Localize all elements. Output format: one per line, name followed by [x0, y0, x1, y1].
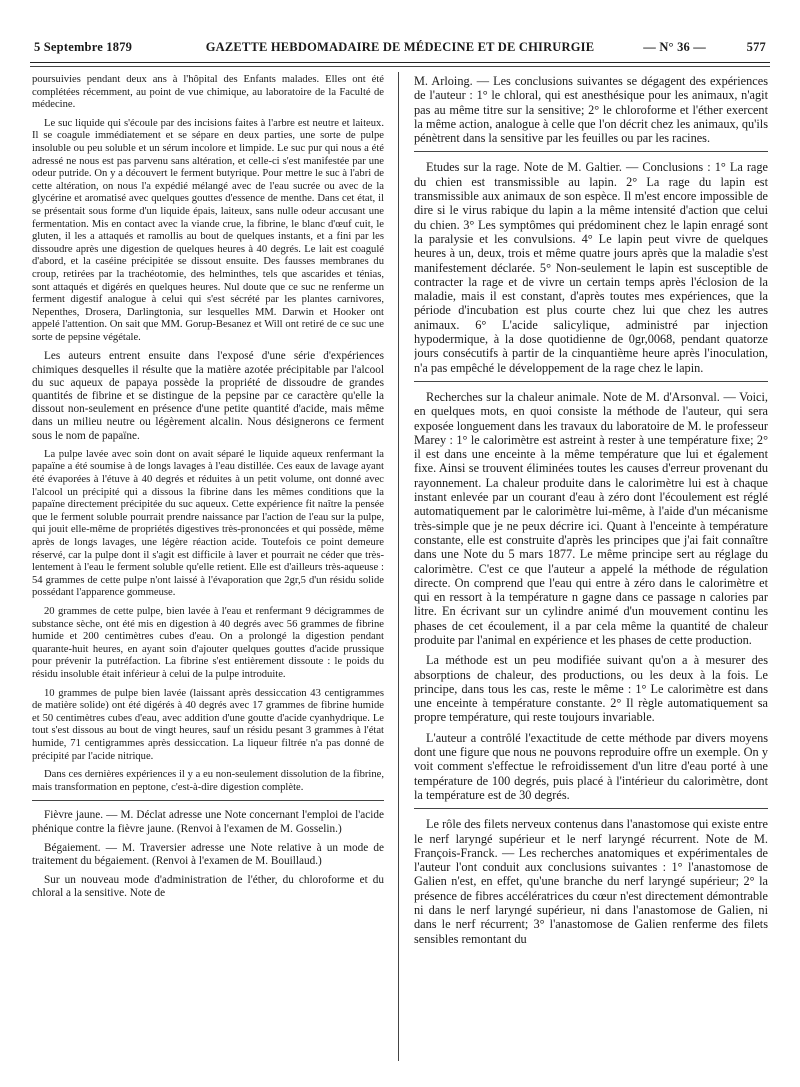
page-header [34, 38, 766, 60]
paragraph: Recherches sur la chaleur animale. Note de M. d'Arsonval. — Voici, en quelques mots, en quoi consiste la méthode de l'auteur, qui sera exposée longuement dans les travaux du laboratoire de M. le professeur Marey : 1° le calorimètre est astreint à rester à une température fixe; 2° il est dans une enceinte à la même température que lui et également fixe. Ainsi se trouvent éliminées toutes les causes d'erreur provenant du rayonnement. La chaleur produite dans le calorimètre lui est à chaque instant enlevée par un courant d'eau à zéro dont l'écoulement est réglé automatiquement par le calorimètre lui-même, à l'aide d'un mécanisme très-simple que je ne peux décrire ici. Quant à l'enceinte à température constante, elle est construite d'après les principes que j'ai fait connaître dans une Note du 5 mars 1877. Le même principe sert au réglage du calorimètre. C'est ce que l'auteur a appelé la méthode de régulation directe. On comprend que l'eau qui entre à zéro dans le calorimètre et qui en ressort à la température n gagne dans ce passage n calories par litre. En écrivant sur un cylindre animé d'un mouvement continu les phases de cet écoulement, il a par cela même la quantité de chaleur produite par l'animal en expérience et les phases de cette production. [414, 389, 768, 647]
paragraph: La pulpe lavée avec soin dont on avait séparé le liquide aqueux renfermant la papaïne a été soumise à de longs lavages à l'eau distillée. Ces eaux de lavage ayant été évaporées à l'étuve à 40 degrés et réduites à un petit volume, ont donné avec l'alcool un précipité qui a dissous la fibrine dans les mêmes conditions que la papaïne directement précipitée du suc aqueux. Cette expérience fit naître la pensée que le ferment soluble pourrait prendre naissance par l'action de l'eau sur la pulpe, qui jouit elle-même de propriétés digestives très-prononcées et qui possède, même après de longs lavages, une légère réaction acide. Toutefois ce point demeure réservé, car la pulpe dont il s'agit est difficile à laver et pourrait ne céder que très-lentement à l'eau le ferment soluble qu'elle retient. Elle est d'ailleurs très-aqueuse : 54 grammes de cette pulpe n'ont laissé à l'évaporation que 2gr,5 d'un résidu solide possédant l'apparence gommeuse. [32, 448, 384, 599]
left-column [32, 74, 384, 1061]
right-column [414, 74, 768, 1061]
issue-date: 5 Septembre 1879 [34, 40, 133, 54]
section-divider [414, 381, 768, 382]
header-rule [30, 62, 770, 63]
header-rule-thin [30, 66, 770, 67]
paragraph: Sur un nouveau mode d'administration de l'éther, du chloroforme et du chloral a la sensitive. Note de [32, 874, 384, 900]
issue-number: — N° 36 — [643, 40, 706, 54]
section-divider [414, 808, 768, 809]
paragraph: Les auteurs entrent ensuite dans l'exposé d'une série d'expériences chimiques desquelles il résulte que la matière azotée précipitable par l'alcool du suc aqueux de papaya possède la propriété de dissoudre de grandes quantités de fibrine et se distingue de la pepsine par ce caractère qu'elle la dissout non-seulement en présence d'une petite quantité d'acide, mais même dans un milieu neutre ou légèrement alcalin. Nous désignerons ce ferment sous le nom de papaïne. [32, 350, 384, 442]
paragraph: poursuivies pendant deux ans à l'hôpital des Enfants malades. Elles ont été complétées récemment, au point de vue chimique, au laboratoire de la Faculté de médecine. [32, 74, 384, 111]
paragraph: Bégaiement. — M. Traversier adresse une Note relative à un mode de traitement du bégaiement. (Renvoi à l'examen de M. Bouillaud.) [32, 841, 384, 867]
paragraph: Etudes sur la rage. Note de M. Galtier. — Conclusions : 1° La rage du chien est transmissible au lapin. 2° La rage du lapin est transmissible aux animaux de son espèce. Il m'est encore impossible de dire si le virus rabique du lapin a la même intensité d'action que celui du chien. 3° Les symptômes qui prédominent chez le lapin enragé sont la paralysie et les convulsions. 4° Le lapin peut vivre de quelques heures à un, deux, trois et même quatre jours après que la maladie s'est manifestement déclarée. 5° Non-seulement le lapin est susceptible de contracter la rage et de vivre un certain temps après l'éclosion de la maladie, mais il est constant, d'après toutes mes expériences, que la période d'incubation est plus courte chez lui que chez les autres animaux. 6° L'acide salicylique, administré par injection hypodermique, à la dose quotidienne de 0gr,0068, pendant quatorze jours consécutifs à partir de la cinquantième heure après l'inoculation, n'a pas empêché le développement de la rage chez le lapin. [414, 160, 768, 375]
paragraph: La méthode est un peu modifiée suivant qu'on a à mesurer des absorptions de chaleur, des productions, ou les deux à la fois. Le principe, dans tous les cas, reste le même : 1° Le calorimètre est dans une enceinte à température constante. 2° Il règle automatiquement sa propre température, qui reste toujours invariable. [414, 653, 768, 725]
paragraph: L'auteur a contrôlé l'exactitude de cette méthode par divers moyens dont une figure que nous ne pouvons reproduire offre un exemple. On y voit comment s'effectue le refroidissement d'un litre d'eau porté à une température de 100 degrés, puis placé à l'intérieur du calorimètre, dont la température est de 30 degrés. [414, 730, 768, 802]
paragraph: Le suc liquide qui s'écoule par des incisions faites à l'arbre est neutre et laiteux. Il se coagule immédiatement et se sépare en deux parties, une sorte de pulpe insoluble ou peu soluble et un sérum incolore et limpide. Le suc pur qui nous a été adressé ne nous est pas parvenu sans altération, et celle-ci s'est manifestée par une odeur putride. On y a découvert le ferment butyrique. Pour mettre le suc à l'abri de cette altération, on nous l'a expédié mélangé avec de l'eau sucrée ou avec de la glycérine et aromatisé avec quelques gouttes d'essence de menthe. Dans cet état, il se présentait sous forme d'un liquide épais, laiteux, sans nulle odeur accusant une fermentation. Mis en contact avec la viande crue, la fibrine, le blanc d'œuf cuit, le gluten, il les a attaqués et ramollis au bout de quelques instants, et a fini par les dissoudre après une digestion de quelques heures à 40 degrés. Le lait est coagulé d'abord, et la caséine précipitée se dissout ensuite. Des fausses membranes du croup, retirées par la trachéotomie, des helminthes, tels que ascarides et ténias, sont attaqués et digérés en quelques heures. Nul doute que ce suc ne renferme un ferment digestif analogue à celui qui s'est sécrété par les plantes carnivores, Nepenthes, Drosera, Darlingtonia, sur lesquelles MM. Darwin et Hooker ont appelé l'attention. On sait que MM. Gorup-Besanez et Will ont retiré de ce suc une sorte de pepsine végétale. [32, 117, 384, 343]
page-number: 577 [746, 40, 766, 54]
paragraph: Fièvre jaune. — M. Déclat adresse une Note concernant l'emploi de l'acide phénique contre la fièvre jaune. (Renvoi à l'examen de M. Gosselin.) [32, 809, 384, 835]
paragraph: M. Arloing. — Les conclusions suivantes se dégagent des expériences de l'auteur : 1° le chloral, qui est anesthésique pour les animaux, n'agit pas au même titre sur la sensitive; 2° le chloroforme et l'éther exercent la même action, analogue à celle que l'on décrit chez les animaux, qu'ils pénètrent dans la sensitive par les feuilles ou par les racines. [414, 74, 768, 146]
section-divider [32, 800, 384, 801]
journal-title: GAZETTE HEBDOMADAIRE DE MÉDECINE ET DE CHIRURGIE [205, 40, 595, 54]
column-divider [398, 72, 399, 1061]
section-divider [414, 151, 768, 152]
paragraph: Le rôle des filets nerveux contenus dans l'anastomose qui existe entre le nerf laryngé supérieur et le nerf laryngé récurrent. Note de M. François-Franck. — Les recherches anatomiques et expérimentales de l'auteur l'ont conduit aux conclusions suivantes : 1° l'anastomose de Galien n'est, en effet, qu'une branche du nerf laryngé supérieur; 2° la présence de fibres accélératrices du cœur n'est directement démontrable ni dans le nerf laryngé supérieur, ni dans l'anastomose de Galien, ni dans le nerf récurrent; 3° l'anastomose de Galien renferme des filets sensibles remontant du [414, 817, 768, 946]
paragraph: 10 grammes de pulpe bien lavée (laissant après dessiccation 43 centigrammes de matière solide) ont été digérés à 40 degrés avec 17 grammes de fibrine humide et 50 centimètres cubes d'eau, avec addition d'une goutte d'acide cyanhydrique. Le tout s'est dissous au bout de vingt heures, sauf un résidu pesant 3 grammes à l'état humide, 71 centigrammes après dessiccation. La liqueur filtrée n'a pas donné de précipité par l'acide nitrique. [32, 687, 384, 762]
paragraph: 20 grammes de cette pulpe, bien lavée à l'eau et renfermant 9 décigrammes de substance sèche, ont été mis en digestion à 40 degrés avec 56 grammes de fibrine humide et 200 centimètres cubes d'eau. On a prolongé la digestion pendant quarante-huit heures, en ayant soin d'ajouter quelques gouttes d'acide prussique pour prévenir la putréfaction. La fibrine s'est entièrement dissoute : le poids du résidu insoluble était inférieur à celui de la pulpe introduite. [32, 606, 384, 680]
paragraph: Dans ces dernières expériences il y a eu non-seulement dissolution de la fibrine, mais transformation en peptone, c'est-à-dire digestion complète. [32, 769, 384, 793]
